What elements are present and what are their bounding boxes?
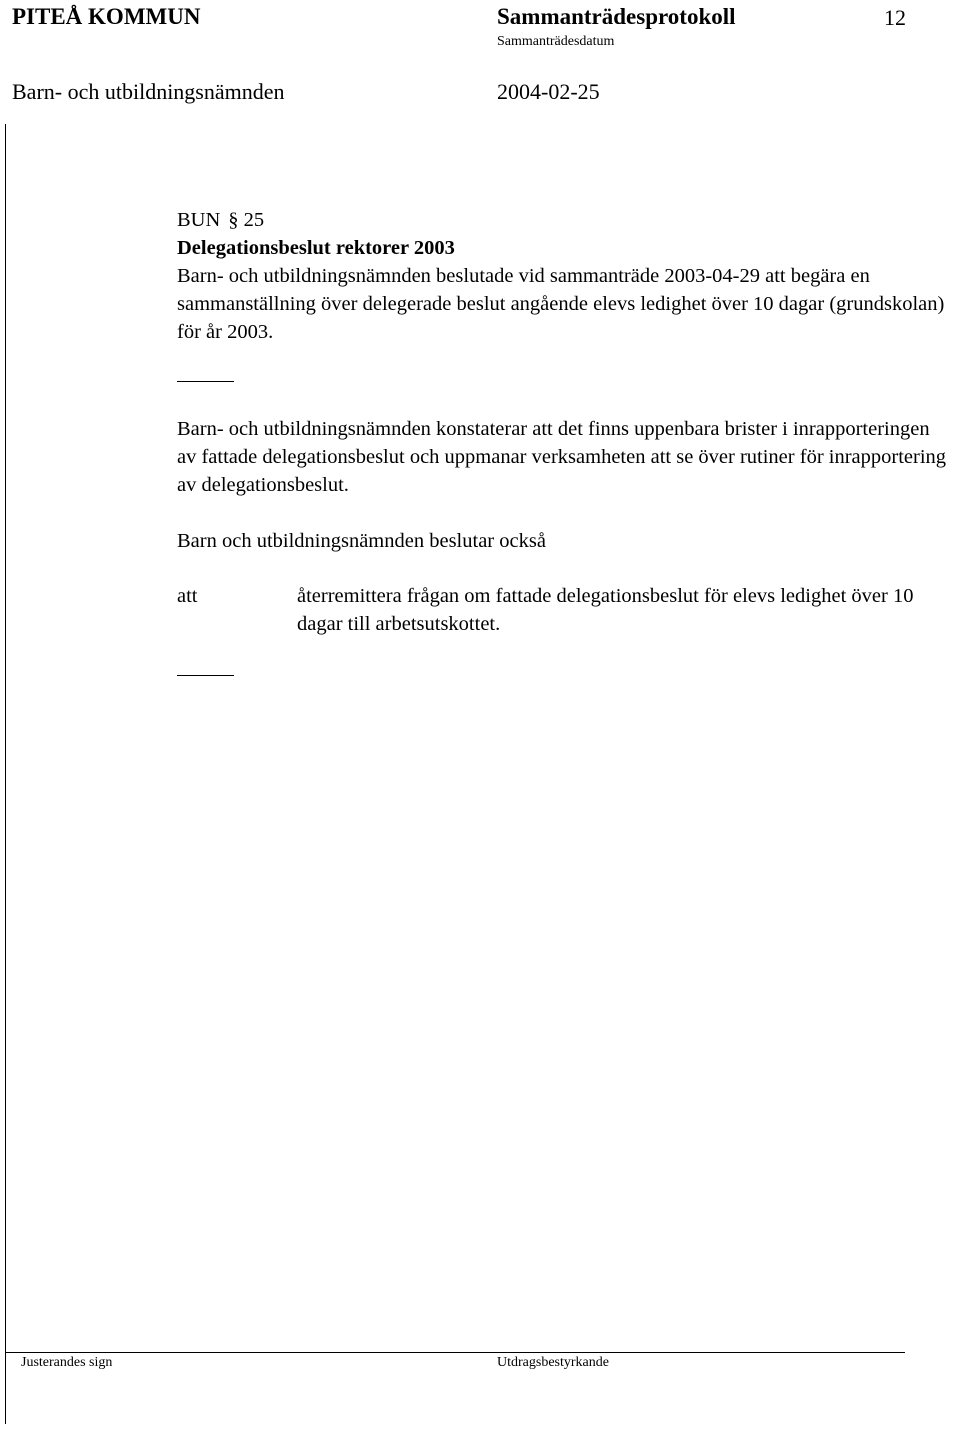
footer-divider: [5, 1352, 905, 1353]
committee-name: Barn- och utbildningsnämnden: [12, 79, 285, 104]
finding-paragraph: Barn- och utbildningsnämnden konstaterar att det finns uppenbara brister i inrapporteringen av fattade delegationsbeslut och uppmanar verksamheten att se över rutiner för inrapportering av delegationsbeslut.: [177, 418, 947, 496]
case-title: Delegationsbeslut rektorer 2003: [177, 237, 455, 259]
protocol-body: [177, 206, 952, 676]
meeting-date: 2004-02-25: [497, 79, 600, 104]
section-divider: [177, 381, 234, 382]
left-margin-line: [5, 124, 6, 1424]
decision-att: att: [177, 585, 198, 607]
organization-name: PITEÅ KOMMUN: [12, 4, 201, 29]
section-end-divider: [177, 675, 234, 676]
date-caption: Sammanträdesdatum: [497, 34, 615, 49]
background-paragraph: Barn- och utbildningsnämnden beslutade vid sammanträde 2003-04-29 att begära en sammanställning över delegerade beslut angående elevs ledighet över 10 dagar (grundskolan) för år 2003.: [177, 265, 945, 343]
paragraph-sign: §: [228, 209, 239, 231]
decision-clause: [177, 582, 952, 638]
decision-intro: Barn och utbildningsnämnden beslutar också: [177, 530, 546, 552]
case-prefix: BUN: [177, 209, 221, 231]
document-type: Sammanträdesprotokoll: [497, 4, 736, 29]
footer-sign-label: Justerandes sign: [21, 1355, 113, 1370]
case-identifier: [177, 206, 952, 234]
page-number: 12: [884, 5, 906, 30]
decision-text: återremittera frågan om fattade delegationsbeslut för elevs ledighet över 10 dagar till arbetsutskottet.: [297, 585, 914, 635]
footer-extract-label: Utdragsbestyrkande: [497, 1355, 609, 1370]
case-number: 25: [243, 209, 265, 231]
